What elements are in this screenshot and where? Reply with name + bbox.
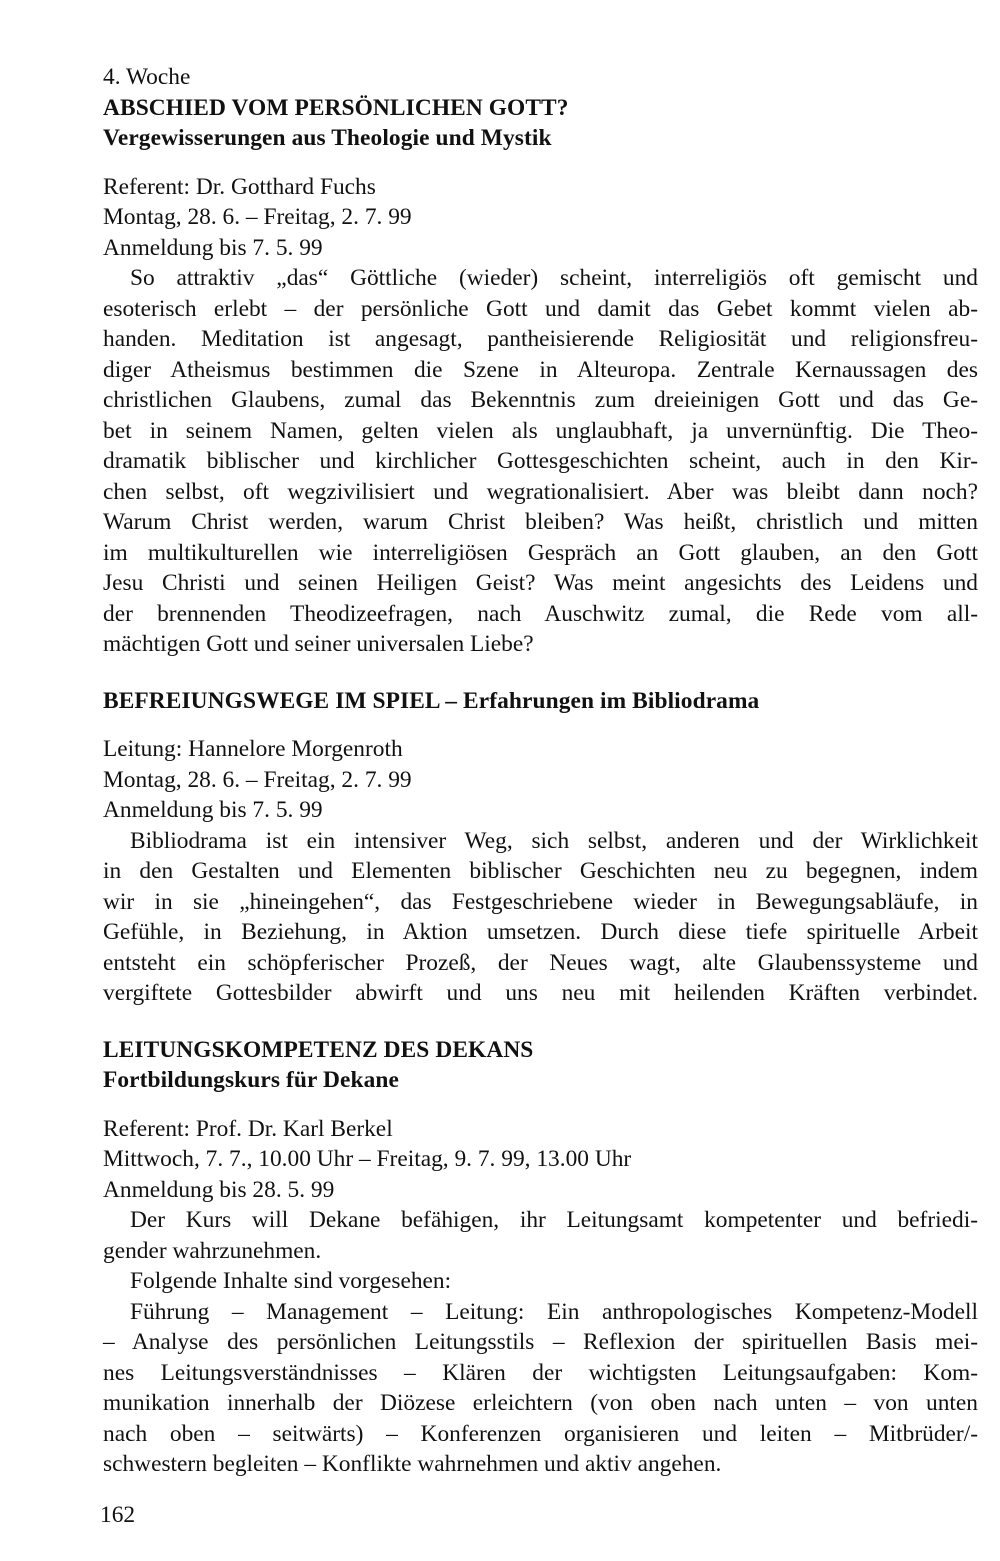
text-line: im multikulturellen wie interreligiösen Gespräch an Gott glauben, an den Gott [103,539,978,566]
text-line: nes Leitungsverständnisses – Klären der wichtigsten Leitungsaufgaben: Kom- [103,1359,978,1386]
text-line: Bibliodrama ist ein intensiver Weg, sich selbst, anderen und der Wirklichkeit [130,827,978,854]
course-date: Mittwoch, 7. 7., 10.00 Uhr – Freitag, 9. 7. 99, 13.00 Uhr [103,1146,632,1172]
course-title: LEITUNGSKOMPETENZ DES DEKANS [103,1036,534,1063]
course-description [103,826,978,1009]
course-speaker: Referent: Dr. Gotthard Fuchs [103,173,376,200]
course-subtitle: Fortbildungskurs für Dekane [103,1067,400,1093]
text-line: wir in sie „hineingehen“, das Festgeschriebene wieder in Bewegungsabläufe, in [103,888,978,915]
course-date: Montag, 28. 6. – Freitag, 2. 7. 99 [103,204,412,230]
text-line: mächtigen Gott und seiner universalen Liebe? [103,631,534,657]
text-line: in den Gestalten und Elementen biblischer Geschichten neu zu begegnen, indem [103,858,978,884]
text-line: christlichen Glaubens, zumal das Bekenntnis zum dreieinigen Gott und das Ge- [103,387,978,413]
course-title: ABSCHIED VOM PERSÖNLICHEN GOTT? [103,94,569,121]
course-description [103,263,978,660]
text-line: Führung – Management – Leitung: Ein anthropologisches Kompetenz-Modell [130,1298,978,1325]
text-line: munikation innerhalb der Diözese erleichtern (von oben nach unten – von unten [103,1390,978,1416]
text-line: So attraktiv „das“ Göttliche (wieder) scheint, interreligiös oft gemischt und [130,265,978,291]
course-registration: Anmeldung bis 7. 5. 99 [103,234,323,261]
text-line: diger Atheismus bestimmen die Szene in Alteuropa. Zentrale Kernaussagen des [103,356,978,383]
course-registration: Anmeldung bis 7. 5. 99 [103,797,323,823]
text-line: vergiftete Gottesbilder abwirft und uns neu mit heilenden Kräften verbindet. [103,980,978,1006]
text-line: Gefühle, in Beziehung, in Aktion umsetzen. Durch diese tiefe spirituelle Arbeit [103,919,978,945]
text-line: der brennenden Theodizeefragen, nach Auschwitz zumal, die Rede vom all- [103,600,978,627]
week-label: 4. Woche [103,64,191,90]
text-line: handen. Meditation ist angesagt, pantheisierende Religiosität und religionsfreu- [103,326,978,352]
course-date: Montag, 28. 6. – Freitag, 2. 7. 99 [103,766,412,793]
course-befreiungswege [103,686,978,1009]
course-leader: Leitung: Hannelore Morgenroth [103,736,403,762]
course-title: BEFREIUNGSWEGE IM SPIEL – Erfahrungen im Bibliodrama [103,687,760,714]
course-registration: Anmeldung bis 28. 5. 99 [103,1176,335,1203]
text-line: Folgende Inhalte sind vorgesehen: [130,1268,452,1294]
text-line: nach oben – seitwärts) – Konferenzen organisieren und leiten – Mitbrüder/- [103,1420,978,1447]
course-leitungskompetenz [103,1035,978,1480]
text-line: gender wahrzunehmen. [103,1237,322,1264]
text-line: Warum Christ werden, warum Christ bleiben? Was heißt, christlich und mitten [103,509,978,535]
text-line: bet in seinem Namen, gelten vielen als unglaubhaft, ja unvernünftig. Die Theo- [103,417,978,444]
text-line: Der Kurs will Dekane befähigen, ihr Leitungsamt kompetenter und befriedi- [130,1207,978,1233]
course-description [103,1205,978,1480]
text-line: esoterisch erlebt – der persönliche Gott und damit das Gebet kommt vielen ab- [103,295,978,322]
course-speaker: Referent: Prof. Dr. Karl Berkel [103,1115,393,1142]
text-line: Jesu Christi und seinen Heiligen Geist? Was meint angesichts des Leidens und [103,570,978,596]
course-abschied [103,62,978,660]
text-line: chen selbst, oft wegzivilisiert und wegrationalisiert. Aber was bleibt dann noch? [103,478,978,505]
page-number: 162 [100,1502,136,1528]
text-line: – Analyse des persönlichen Leitungsstils – Reflexion der spirituellen Basis mei- [103,1329,978,1355]
text-line: dramatik biblischer und kirchlicher Gottesgeschichten scheint, auch in den Kir- [103,448,978,474]
document-page [103,62,978,1480]
text-line: entsteht ein schöpferischer Prozeß, der Neues wagt, alte Glaubenssysteme und [103,949,978,976]
course-subtitle: Vergewisserungen aus Theologie und Mystik [103,125,552,151]
text-line: schwestern begleiten – Konflikte wahrnehmen und aktiv angehen. [103,1451,722,1477]
